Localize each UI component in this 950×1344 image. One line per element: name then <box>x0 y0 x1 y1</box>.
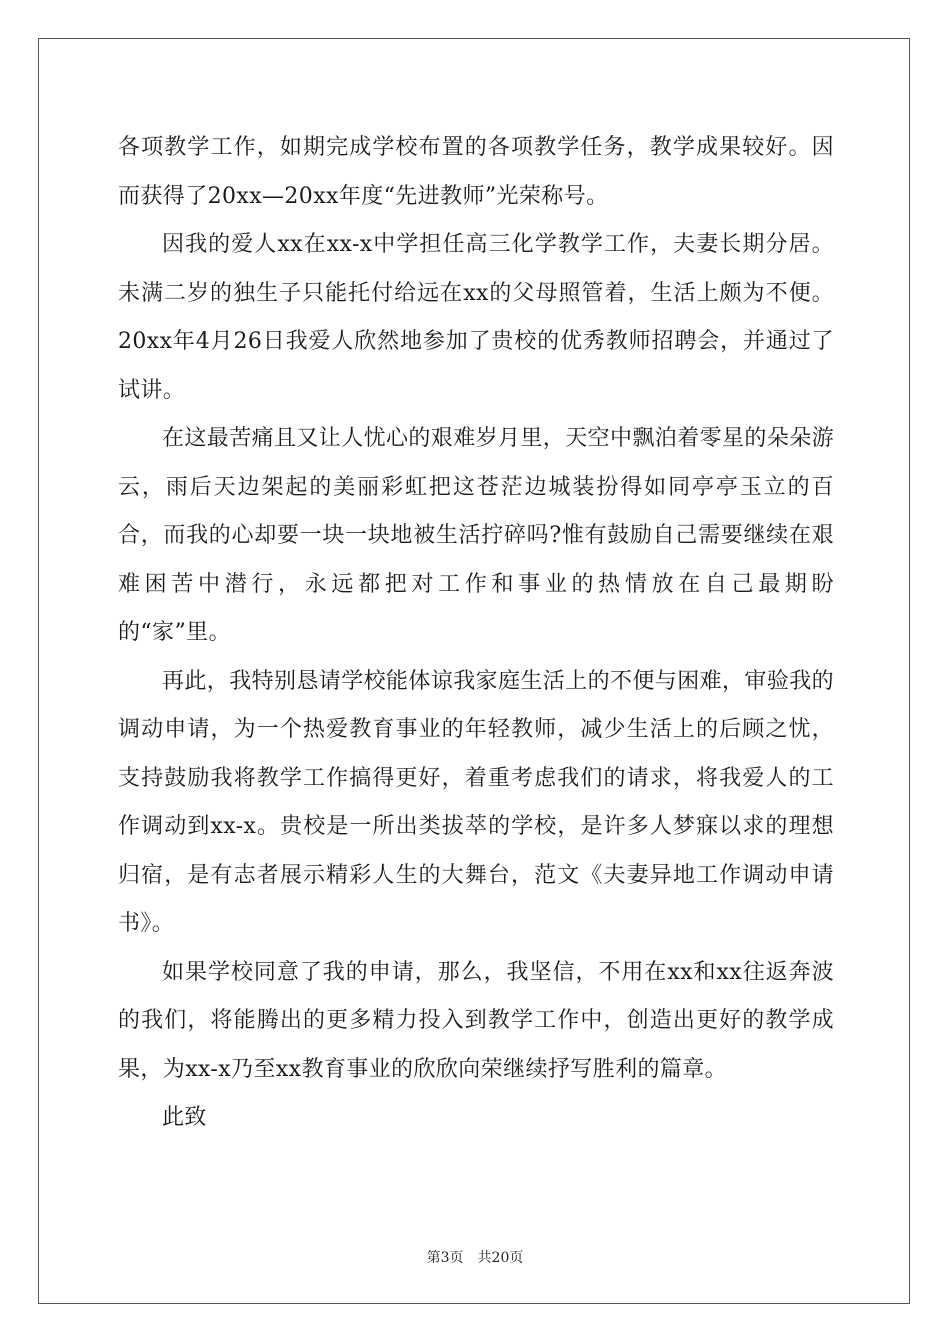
paragraph-3: 在这最苦痛且又让人忧心的艰难岁月里，天空中飘泊着零星的朵朵游云，雨后天边架起的美丽彩虹把这苍茫边城装扮得如同亭亭玉立的百合，而我的心却要一块一块地被生活拧碎吗?惟有鼓励自己需要继续在艰难困苦中潜行，永远都把对工作和事业的热情放在自己最期盼的“家”里。 <box>118 426 835 645</box>
paragraph-2: 因我的爱人xx在xx-x中学担任高三化学教学工作，夫妻长期分居。未满二岁的独生子只能托付给远在xx的父母照管着，生活上颇为不便。 20xx年4月26日我爱人欣然地参加了贵校的优秀教师招聘会，并通过了试讲。 <box>118 232 834 403</box>
paragraph-1: 各项教学工作，如期完成学校布置的各项教学任务，教学成果较好。因而获得了20xx—20xx年度“先进教师”光荣称号。 <box>118 135 834 209</box>
closing-salutation: 此致 <box>162 1105 207 1130</box>
page-total: 共20页 <box>477 1250 524 1266</box>
page-number: 第3页 <box>426 1250 464 1266</box>
paragraph-5: 如果学校同意了我的申请，那么，我坚信，不用在xx和xx往返奔波的我们，将能腾出的更多精力投入到教学工作中，创造出更好的教学成果，为xx-x乃至xx教育事业的欣欣向荣继续抒写胜利的篇章。 <box>118 959 834 1082</box>
document-body <box>118 124 834 1143</box>
page-footer <box>0 1247 950 1267</box>
paragraph-4: 再此，我特别恳请学校能体谅我家庭生活上的不便与困难，审验我的调动申请，为一个热爱教育事业的年轻教师，减少生活上的后顾之忧，支持鼓励我将教学工作搞得更好，着重考虑我们的请求，将我爱人的工作调动到xx-x。贵校是一所出类拔萃的学校，是许多人梦寐以求的理想归宿，是有志者展示精彩人生的大舞台，范文《夫妻异地工作调动申请书》。 <box>118 668 835 936</box>
